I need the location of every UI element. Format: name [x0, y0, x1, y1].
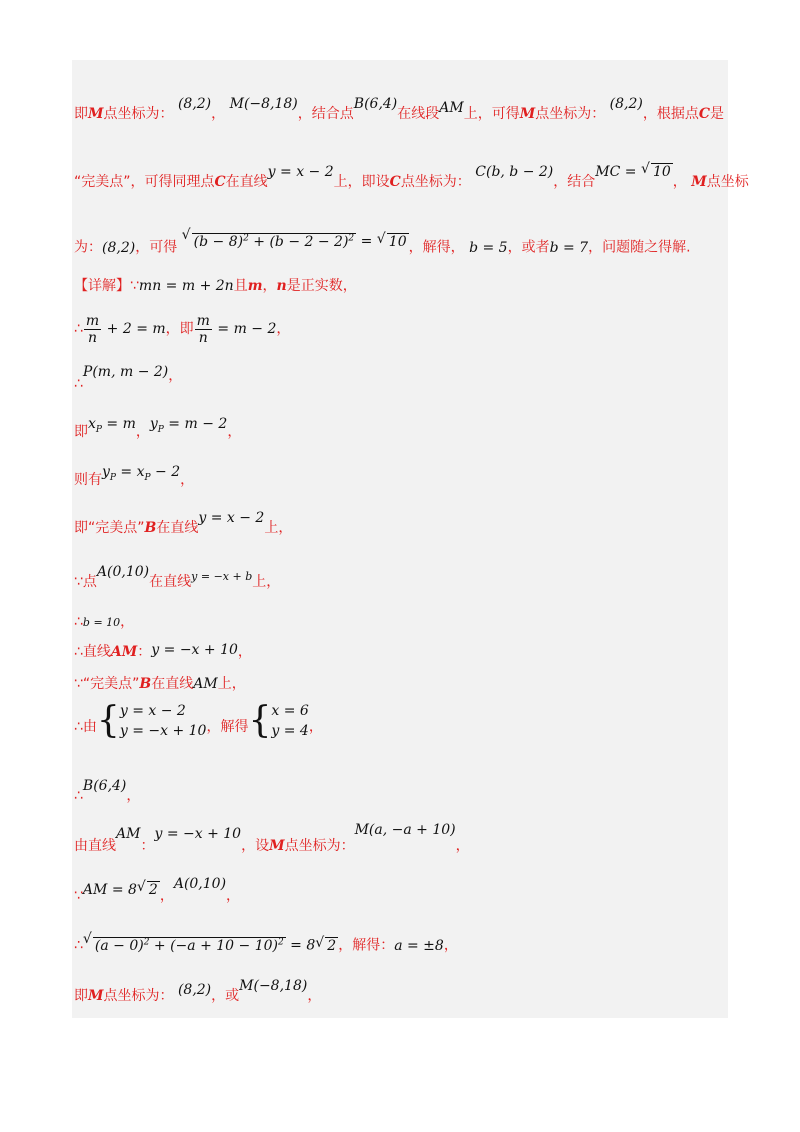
math-solution: a = ±8: [394, 937, 444, 954]
text: 在直线: [225, 174, 268, 190]
line-5: [74, 312, 726, 346]
math-eq: + 2 = m: [102, 321, 166, 337]
text: 且: [233, 278, 248, 294]
text: ，解得: [206, 719, 249, 735]
text: ，: [227, 424, 242, 440]
line-14: [74, 698, 726, 744]
math-point: B(6,4): [82, 778, 127, 794]
math-point: M(−8,18): [229, 96, 298, 112]
math-point: M(−8,18): [239, 978, 308, 994]
exponent: 2: [243, 233, 249, 243]
brace-symbol: {: [248, 700, 272, 741]
math-term: (b − 8): [193, 233, 244, 250]
system-eq-1: y = x − 2: [119, 703, 186, 719]
therefore-symbol: ∴: [74, 788, 83, 804]
math-point: A(0,10): [96, 564, 150, 580]
var-C: C: [698, 106, 711, 122]
text: ，解得：: [338, 937, 395, 954]
text: ∴直线: [74, 644, 111, 660]
system-solution-1: x = 6: [271, 703, 309, 719]
text: ，或者: [507, 239, 550, 256]
var-M: M: [269, 838, 285, 854]
text: ，: [159, 888, 174, 904]
text: ，: [443, 937, 458, 954]
text: ，: [672, 174, 687, 190]
text: 则有: [74, 472, 102, 488]
math-radicand: 2: [148, 882, 158, 898]
fraction-denominator: n: [88, 329, 98, 346]
text: ，: [168, 368, 183, 384]
math-line-eq: y = −x + b: [191, 570, 253, 583]
math-term: + (−a + 10 − 10): [149, 937, 278, 954]
text: ，设: [241, 838, 270, 854]
text: 上，即设: [333, 174, 390, 190]
subscript: P: [144, 472, 151, 483]
var-B: B: [139, 676, 152, 692]
solution-panel: [72, 60, 728, 1018]
var-B: B: [144, 520, 157, 536]
math-eq: = m − 2: [212, 321, 277, 337]
text: 点坐标为：: [103, 988, 174, 1004]
exponent: 2: [143, 937, 150, 947]
text: ，结合: [553, 174, 596, 190]
system-eq-2: y = −x + 10: [119, 723, 207, 739]
var-C: C: [389, 174, 401, 190]
math-radicand: 2: [327, 937, 337, 954]
subscript: P: [109, 472, 116, 483]
line-15: [74, 776, 726, 804]
text: ∴由: [74, 719, 97, 735]
text: “完美点”，可得同理点: [74, 174, 215, 190]
line-1: [74, 96, 726, 124]
text: ，结合点: [297, 106, 354, 122]
sqrt-symbol: √: [376, 230, 386, 247]
math-eq: = m: [101, 416, 136, 432]
var-AM: AM: [110, 644, 138, 660]
text: 在线段: [397, 106, 440, 122]
math-eq: − 2: [150, 464, 181, 480]
math-radicand: 10: [388, 233, 407, 250]
var-C: C: [214, 174, 226, 190]
math-eq: b = 10: [82, 616, 121, 629]
subscript: P: [157, 424, 164, 435]
text: ∵“完美点”: [74, 676, 140, 692]
math-eq: mn = m + 2n: [138, 278, 234, 294]
math-segment: AM: [439, 100, 464, 116]
text: ，问题随之得解.: [588, 239, 691, 256]
line-10: [74, 564, 726, 593]
text: 上，: [217, 676, 246, 692]
text: 上，可得: [463, 106, 520, 122]
sqrt-symbol: √: [181, 227, 191, 243]
brace-symbol: {: [96, 700, 120, 741]
text: 即: [74, 988, 88, 1004]
text: ：: [137, 644, 152, 660]
math-point: P(m, m − 2): [82, 364, 169, 380]
text: 点坐标为：: [400, 174, 471, 190]
system-solution-2: y = 4: [271, 723, 309, 739]
text: 是: [710, 106, 725, 122]
text: 即“完美点”: [74, 520, 145, 536]
text: 即: [74, 424, 88, 440]
var-M: M: [691, 174, 707, 190]
fraction-denominator: n: [198, 329, 208, 346]
math-var: y: [149, 416, 158, 432]
math-point: M(a, −a + 10): [354, 822, 456, 838]
fraction-numerator: m: [85, 312, 100, 329]
text: ，: [126, 788, 141, 804]
text: 在直线: [151, 676, 194, 692]
var-M: M: [519, 106, 536, 122]
text: ，: [120, 614, 135, 630]
therefore-symbol: ∴: [74, 614, 83, 630]
sqrt-symbol: √: [82, 931, 92, 947]
math-term: (a − 0): [94, 937, 144, 954]
text: ，解得，: [408, 239, 465, 256]
var-M: M: [88, 106, 104, 122]
line-8: [74, 462, 726, 488]
fraction-numerator: m: [196, 312, 210, 329]
math-line-eq: y = x − 2: [267, 164, 334, 180]
sqrt-symbol: √: [315, 934, 325, 951]
math-point: C(b, b − 2): [475, 164, 554, 180]
math-point: (8,2): [177, 982, 212, 998]
line-2: [74, 161, 749, 192]
text: 点坐标为：: [535, 106, 606, 122]
math-eq: = x: [115, 464, 145, 480]
math-line-eq: y = −x + 10: [154, 826, 242, 842]
line-9: [74, 510, 726, 538]
var-m: m: [247, 278, 263, 294]
text: ，可得: [135, 239, 178, 256]
math-point: A(0,10): [173, 876, 227, 892]
math-point: (8,2): [102, 239, 136, 256]
text: ，: [180, 472, 195, 488]
sqrt-symbol: √: [136, 879, 146, 895]
math-line-eq: y = x − 2: [198, 510, 265, 526]
exponent: 2: [278, 937, 284, 947]
line-13: [74, 674, 726, 694]
math-var: x: [88, 416, 96, 432]
line-18: [74, 932, 726, 956]
text: ，: [276, 321, 291, 337]
line-6: [74, 364, 726, 392]
text: ，或: [211, 988, 240, 1004]
math-eq: MC =: [595, 164, 641, 180]
text: ，: [262, 278, 277, 294]
text: 点坐标为：: [103, 106, 174, 122]
math-point: (8,2): [609, 96, 643, 112]
line-7: [74, 414, 726, 440]
text: ：: [140, 838, 155, 854]
math-eq: = 8: [285, 937, 316, 954]
exponent: 2: [348, 233, 355, 243]
math-segment: AM: [116, 826, 141, 842]
math-eq: AM = 8: [82, 882, 137, 898]
text: ，即: [165, 321, 194, 337]
text: 点坐标: [706, 174, 749, 190]
var-M: M: [88, 988, 104, 1004]
line-4: [74, 276, 726, 296]
detail-heading: 【详解】∵: [74, 278, 139, 294]
text: ∵点: [74, 574, 97, 590]
math-solution: b = 7: [549, 239, 589, 256]
line-19: [74, 978, 726, 1006]
line-16: [74, 822, 726, 854]
text: ，: [455, 838, 470, 854]
text: 为：: [74, 239, 102, 256]
text: 由直线: [74, 838, 116, 854]
text: ，: [307, 988, 322, 1004]
math-var: y: [102, 464, 110, 480]
text: ，根据点: [642, 106, 699, 122]
text: ，: [211, 106, 226, 122]
text: 即: [74, 106, 88, 122]
line-3: [74, 227, 726, 258]
math-term: + (b − 2 − 2): [248, 233, 349, 250]
text: 上，: [252, 574, 281, 590]
text: 上，: [264, 520, 293, 536]
sqrt-symbol: √: [640, 161, 650, 177]
math-point: B(6,4): [353, 96, 398, 112]
math-solution: b = 5: [469, 239, 508, 256]
text: 在直线: [156, 520, 199, 536]
therefore-symbol: ∴: [74, 937, 83, 954]
text: ，: [226, 888, 241, 904]
math-line-eq: y = −x + 10: [151, 642, 238, 658]
therefore-symbol: ∴: [74, 321, 83, 337]
subscript: P: [95, 424, 102, 435]
text: ，: [308, 719, 323, 735]
therefore-symbol: ∴: [74, 376, 83, 392]
math-point: (8,2): [177, 96, 212, 112]
line-17: [74, 876, 726, 904]
line-11: [74, 612, 726, 633]
var-n: n: [276, 278, 287, 294]
text: ，: [237, 644, 252, 660]
math-eq: =: [356, 233, 377, 250]
text: 在直线: [149, 574, 192, 590]
math-radicand: 10: [652, 164, 671, 180]
text: 是正实数，: [286, 278, 357, 294]
text: 点坐标为：: [284, 838, 355, 854]
math-segment: AM: [193, 676, 218, 692]
math-eq: = m − 2: [163, 416, 228, 432]
line-12: [74, 642, 726, 662]
text: ，: [135, 424, 150, 440]
text: ∵: [74, 888, 83, 904]
